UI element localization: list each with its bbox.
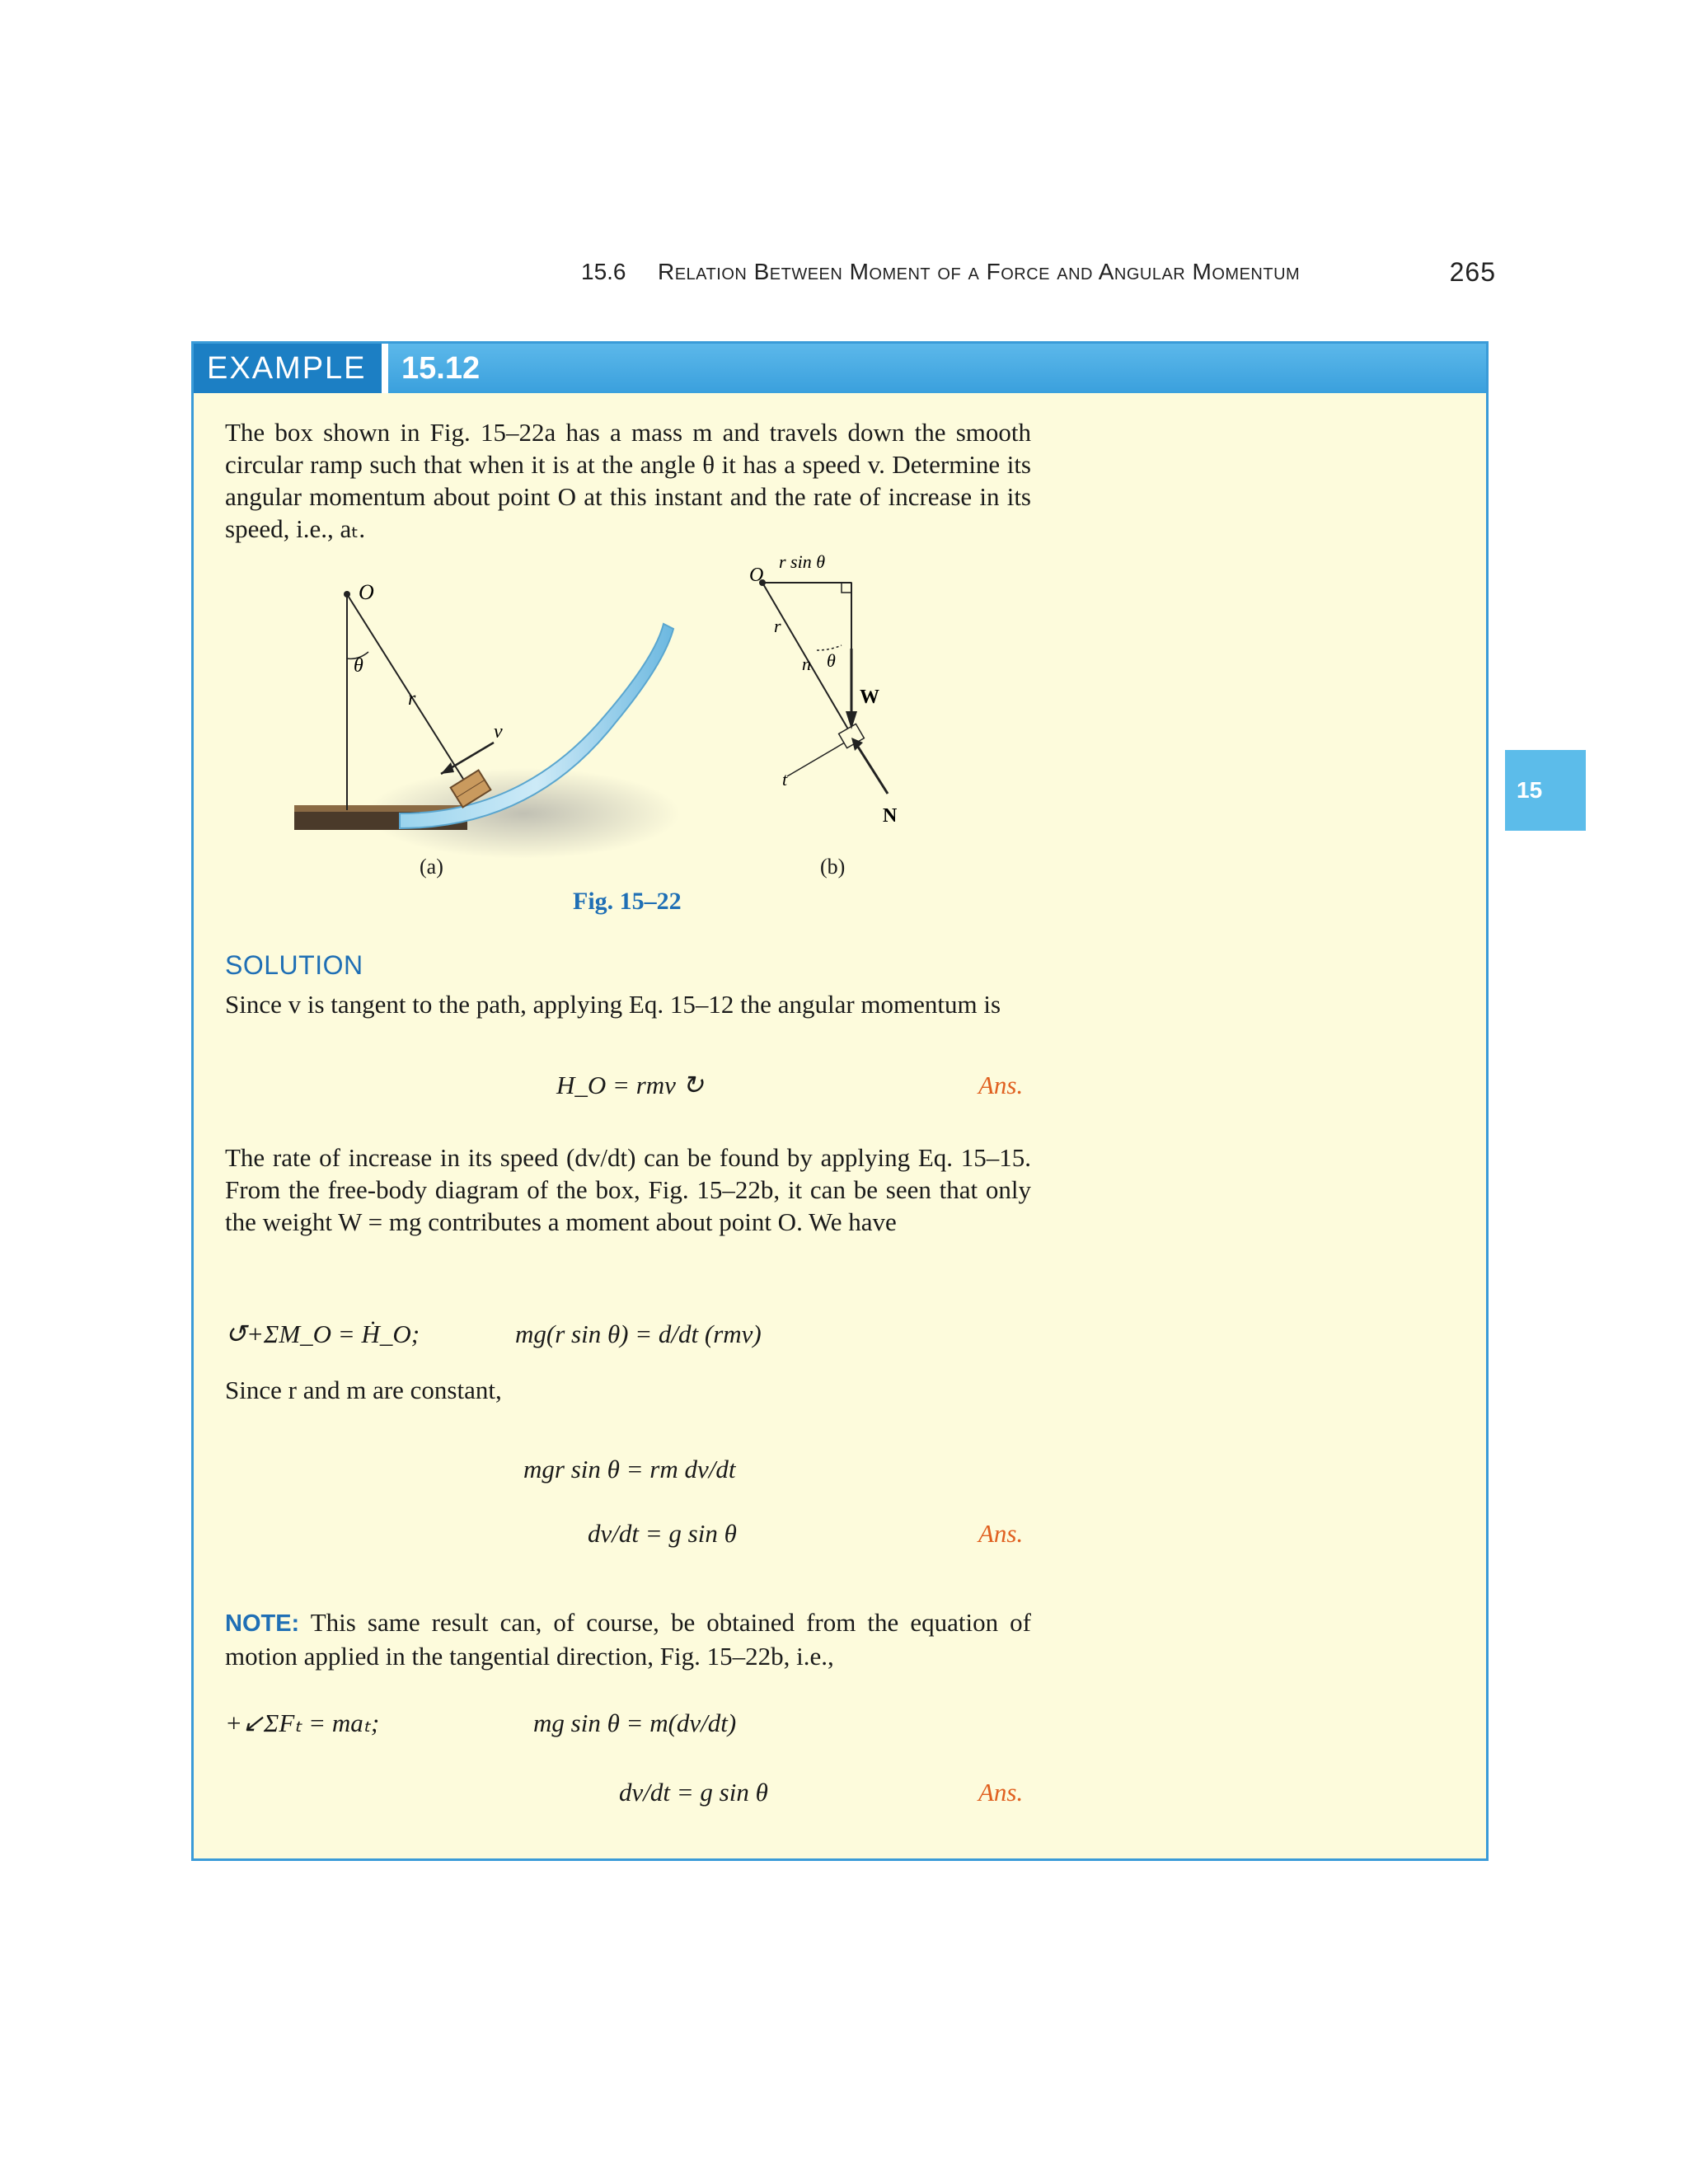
eq-result-2: dv/dt = g sin θ (619, 1778, 768, 1807)
solution-heading: SOLUTION (225, 950, 363, 980)
fig-b-label-w: W (860, 687, 879, 708)
chapter-tab: 15 (1505, 750, 1586, 831)
example-number: 15.12 (401, 351, 481, 386)
fig-b-label-rsin: r sin θ (779, 551, 826, 572)
fig-a-label-theta: θ (354, 655, 363, 677)
fig-b-label-n-force: N (883, 805, 898, 827)
example-box (191, 341, 1489, 1861)
ans-3: Ans. (978, 1778, 1024, 1807)
note-text: This same result can, of course, be obtained from the equation of motion applied in the tangential direction, Fig. 15–22b, i.e., (225, 1608, 1031, 1671)
eq-tangential-left: +↙ΣFₜ = maₜ; (225, 1708, 380, 1737)
eq-tangential-right: mg sin θ = m(dv/dt) (533, 1708, 737, 1737)
fig-b-label-r: r (774, 616, 781, 636)
velocity-arrowhead (441, 762, 454, 774)
ans-2: Ans. (978, 1519, 1024, 1548)
eq-moment-right: mg(r sin θ) = d/dt (rmv) (515, 1319, 762, 1348)
figure-b (738, 550, 985, 855)
paragraph-rate: The rate of increase in its speed (dv/dt) can be found by applying Eq. 15–15. From the free-body diagram of the box, Fig. 15–22b, it can be seen that only the weight W = mg contributes a moment about point O. We have (225, 1143, 1031, 1236)
fig-a-label-r: r (408, 688, 416, 710)
fig-b-label-theta: θ (827, 650, 836, 671)
page-number: 265 (1449, 257, 1496, 287)
ans-1: Ans. (978, 1071, 1024, 1099)
eq-moment-left: ↺+ΣM_O = Ḣ_O; (225, 1319, 420, 1348)
point-o (344, 591, 350, 598)
fig-a-label-o: O (359, 580, 374, 604)
solution-intro: Since v is tangent to the path, applying Eq. 15–12 the angular momentum is (225, 990, 1001, 1019)
note-label: NOTE: (225, 1610, 300, 1637)
fig-b-label-t: t (782, 769, 788, 790)
eq-angular-momentum: H_O = rmv ↻ (556, 1071, 704, 1099)
figure-a (276, 566, 705, 879)
figure-caption: Fig. 15–22 (573, 888, 682, 915)
radius-line (347, 594, 467, 785)
section-number: 15.6 (581, 259, 626, 284)
running-header (577, 257, 1496, 290)
fig-b-sublabel: (b) (820, 855, 846, 879)
title-bar-divider (382, 344, 388, 393)
fig-a-sublabel: (a) (420, 855, 443, 879)
fig-a-label-v: v (494, 721, 503, 743)
constants-text: Since r and m are constant, (225, 1376, 502, 1404)
fig-b-label-o: O (749, 565, 764, 586)
section-title: Relation Between Moment of a Force and Angular Momentum (658, 259, 1301, 284)
example-title-bar (194, 344, 1486, 393)
example-label: EXAMPLE (194, 344, 382, 393)
tangent-axis (787, 738, 853, 776)
fig-b-label-n: n (802, 654, 811, 674)
normal-vector (856, 744, 888, 794)
note-paragraph (225, 1606, 1031, 1672)
problem-statement: The box shown in Fig. 15–22a has a mass m and travels down the smooth circular ramp such that when it is at the angle θ it has a speed v. Determine its angular momentum about point O at this instant and the rate of increase in its speed, i.e., aₜ. (225, 418, 1031, 543)
eq-result-1: dv/dt = g sin θ (588, 1519, 737, 1548)
right-angle-mark (842, 583, 851, 593)
eq-mgr: mgr sin θ = rm dv/dt (523, 1455, 736, 1483)
